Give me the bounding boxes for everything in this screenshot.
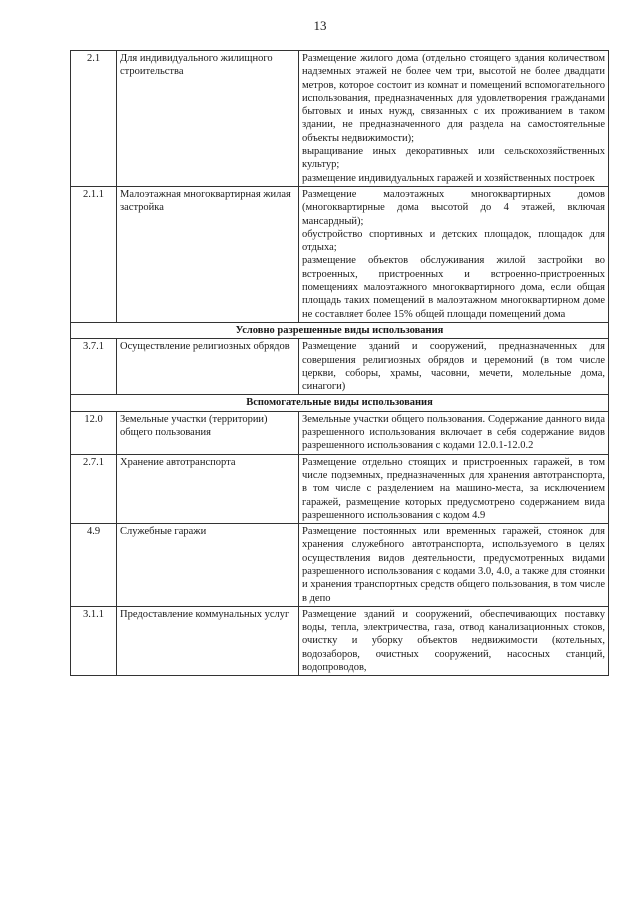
section-header-row xyxy=(71,395,609,411)
section-title: Вспомогательные виды использования xyxy=(71,395,609,411)
description-paragraph: размещение индивидуальных гаражей и хозяйственных построек xyxy=(302,172,595,184)
description-paragraph: выращивание иных декоративных или сельскохозяйственных культур; xyxy=(302,146,605,171)
description-paragraph: Размещение жилого дома (отдельно стоящего здания количеством надземных этажей не более чем три, высотой не более двадцати метров, которое состоит из комнат и помещений вспомогательного использования, предназначенных для удовлетворения гражданами бытовых и иных нужд, связанных с их проживанием в таком здании, не предназначенного для раздела на самостоятельные объекты недвижимости); xyxy=(302,53,605,144)
description-paragraph: размещение объектов обслуживания жилой застройки во встроенных, пристроенных и встроенно-пристроенных помещениях малоэтажного многоквартирного дома, если общая площадь таких помещений в малоэтажном многоквартирном доме не составляет более 15% общей площади помещений дома xyxy=(302,255,605,320)
use-code-cell: 4.9 xyxy=(71,524,117,607)
description-paragraph: Земельные участки общего пользования. Содержание данного вида разрешенного использования включает в себя содержание видов разрешенного использования с кодами 12.0.1-12.0.2 xyxy=(302,413,605,452)
table-row xyxy=(71,606,609,675)
use-code-cell: 3.7.1 xyxy=(71,339,117,395)
description-paragraph: Размещение малоэтажных многоквартирных домов (многоквартирные дома высотой до 4 этажей, включая мансардный); xyxy=(302,188,605,227)
use-name-cell: Хранение автотранспорта xyxy=(117,454,299,523)
description-paragraph: Размещение отдельно стоящих и пристроенных гаражей, в том числе подземных, предназначенных для хранения автотранспорта, в том числе с разделением на машино-места, за исключением гаражей, размещение которых предусмотрено содержанием вида разрешенного использования с кодом 4.9 xyxy=(302,456,605,521)
description-paragraph: Размещение постоянных или временных гаражей, стоянок для хранения служебного автотранспорта, используемого в целях осуществления видов деятельности, предусмотренных видами разрешенного использования с кодами 3.0, 4.0, а также для стоянки и хранения транспортных средств общего пользования, в том числе в депо xyxy=(302,526,605,604)
use-description-cell xyxy=(299,454,609,523)
table-row xyxy=(71,454,609,523)
land-use-table xyxy=(70,50,609,676)
table-row xyxy=(71,186,609,322)
section-header-row xyxy=(71,322,609,338)
use-code-cell: 2.1.1 xyxy=(71,186,117,322)
page-number: 13 xyxy=(313,18,327,33)
use-description-cell xyxy=(299,51,609,187)
section-title: Условно разрешенные виды использования xyxy=(71,322,609,338)
use-description-cell xyxy=(299,186,609,322)
description-paragraph: обустройство спортивных и детских площадок, площадок для отдыха; xyxy=(302,228,605,254)
use-description-cell xyxy=(299,411,609,454)
use-name-cell: Малоэтажная многоквартирная жилая застройка xyxy=(117,186,299,322)
use-name-cell: Служебные гаражи xyxy=(117,524,299,607)
use-name-cell: Земельные участки (территории) общего пользования xyxy=(117,411,299,454)
use-code-cell: 12.0 xyxy=(71,411,117,454)
table-row xyxy=(71,411,609,454)
use-name-cell: Предоставление коммунальных услуг xyxy=(117,606,299,675)
use-code-cell: 2.1 xyxy=(71,51,117,187)
table-row xyxy=(71,51,609,187)
use-name-cell: Осуществление религиозных обрядов xyxy=(117,339,299,395)
use-description-cell xyxy=(299,339,609,395)
table-row xyxy=(71,524,609,607)
description-paragraph: Размещение зданий и сооружений, предназначенных для совершения религиозных обрядов и церемоний (в том числе церкви, соборы, храмы, часовни, мечети, молельные дома, синагоги) xyxy=(302,341,605,393)
use-description-cell xyxy=(299,606,609,675)
use-code-cell: 2.7.1 xyxy=(71,454,117,523)
description-paragraph: Размещение зданий и сооружений, обеспечивающих поставку воды, тепла, электричества, газа, отвод канализационных стоков, очистку и уборку объектов недвижимости (котельных, водозаборов, очистных сооружений, насосных станций, водопроводов, xyxy=(302,608,605,674)
use-code-cell: 3.1.1 xyxy=(71,606,117,675)
use-name-cell: Для индивидуального жилищного строительства xyxy=(117,51,299,187)
table-row xyxy=(71,339,609,395)
use-description-cell xyxy=(299,524,609,607)
